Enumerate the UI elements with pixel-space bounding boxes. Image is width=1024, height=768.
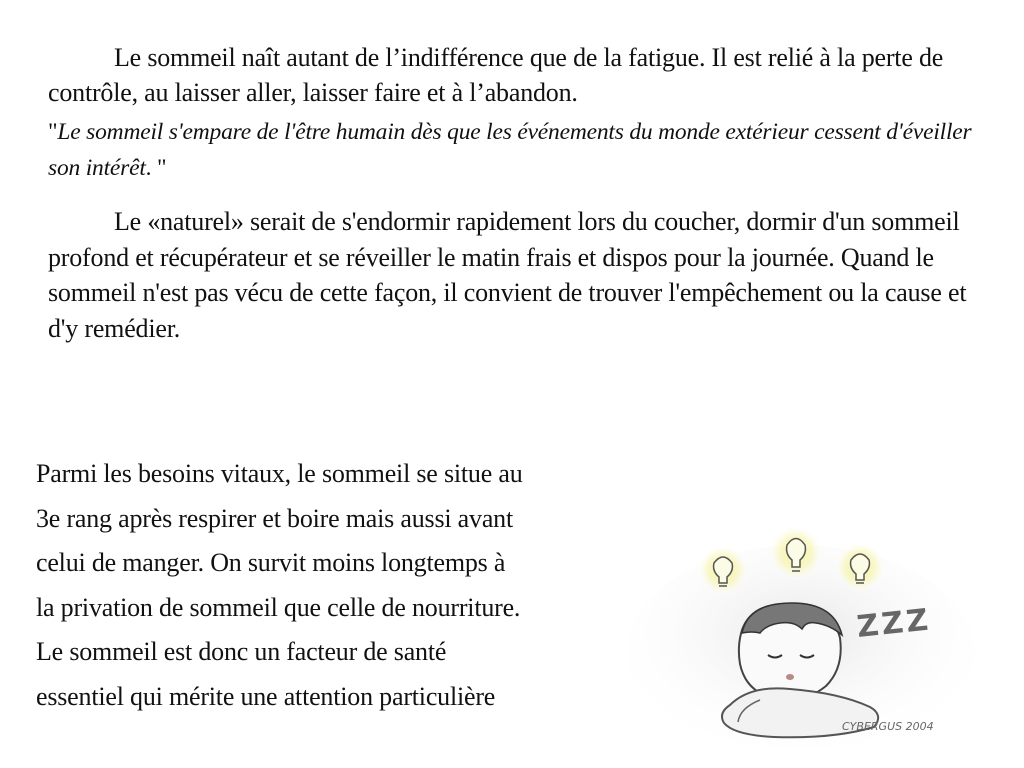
sleeping-child-illustration xyxy=(630,505,990,750)
quote-paragraph xyxy=(48,114,983,186)
bottom-text-block xyxy=(36,452,686,719)
quote-close-mark: . " xyxy=(145,155,167,181)
bottom-line: la privation de sommeil que celle de nourriture. xyxy=(36,592,521,622)
bottom-line: Parmi les besoins vitaux, le sommeil se situe au xyxy=(36,459,523,488)
bottom-line: Le sommeil est donc un facteur de santé xyxy=(36,637,447,666)
quote-open-mark: " xyxy=(48,119,58,145)
bottom-line: celui de manger. On survit moins longtemps à xyxy=(36,548,506,577)
paragraph-indifference: Le sommeil naît autant de l’indifférence que de la fatigue. Il est relié à la perte de contrôle, au laisser aller, laisser faire et à l’abandon. xyxy=(48,43,944,107)
artist-signature: CYBERGUS 2004 xyxy=(842,720,934,733)
quote-text: Le sommeil s'empare de l'être humain dès que les événements du monde extérieur cessent d'éveiller son intérêt xyxy=(48,119,972,181)
paragraph-naturel: Le «naturel» serait de s'endormir rapidement lors du coucher, dormir d'un sommeil profond et récupérateur et se réveiller le matin frais et dispos pour la journée. Quand le sommeil n'est pas vécu de cette façon, il convient de trouver l'empêchement ou la cause et d'y remédier. xyxy=(48,207,967,343)
zzz-text: ZZZ xyxy=(855,602,933,645)
bottom-line: 3e rang après respirer et boire mais aussi avant xyxy=(36,503,513,533)
lightbulb-icon xyxy=(834,541,886,593)
lightbulb-icon xyxy=(697,544,749,596)
lightbulb-icon xyxy=(768,525,824,581)
top-text-block xyxy=(48,40,983,346)
bottom-line: essentiel qui mérite une attention particulière xyxy=(36,681,496,711)
